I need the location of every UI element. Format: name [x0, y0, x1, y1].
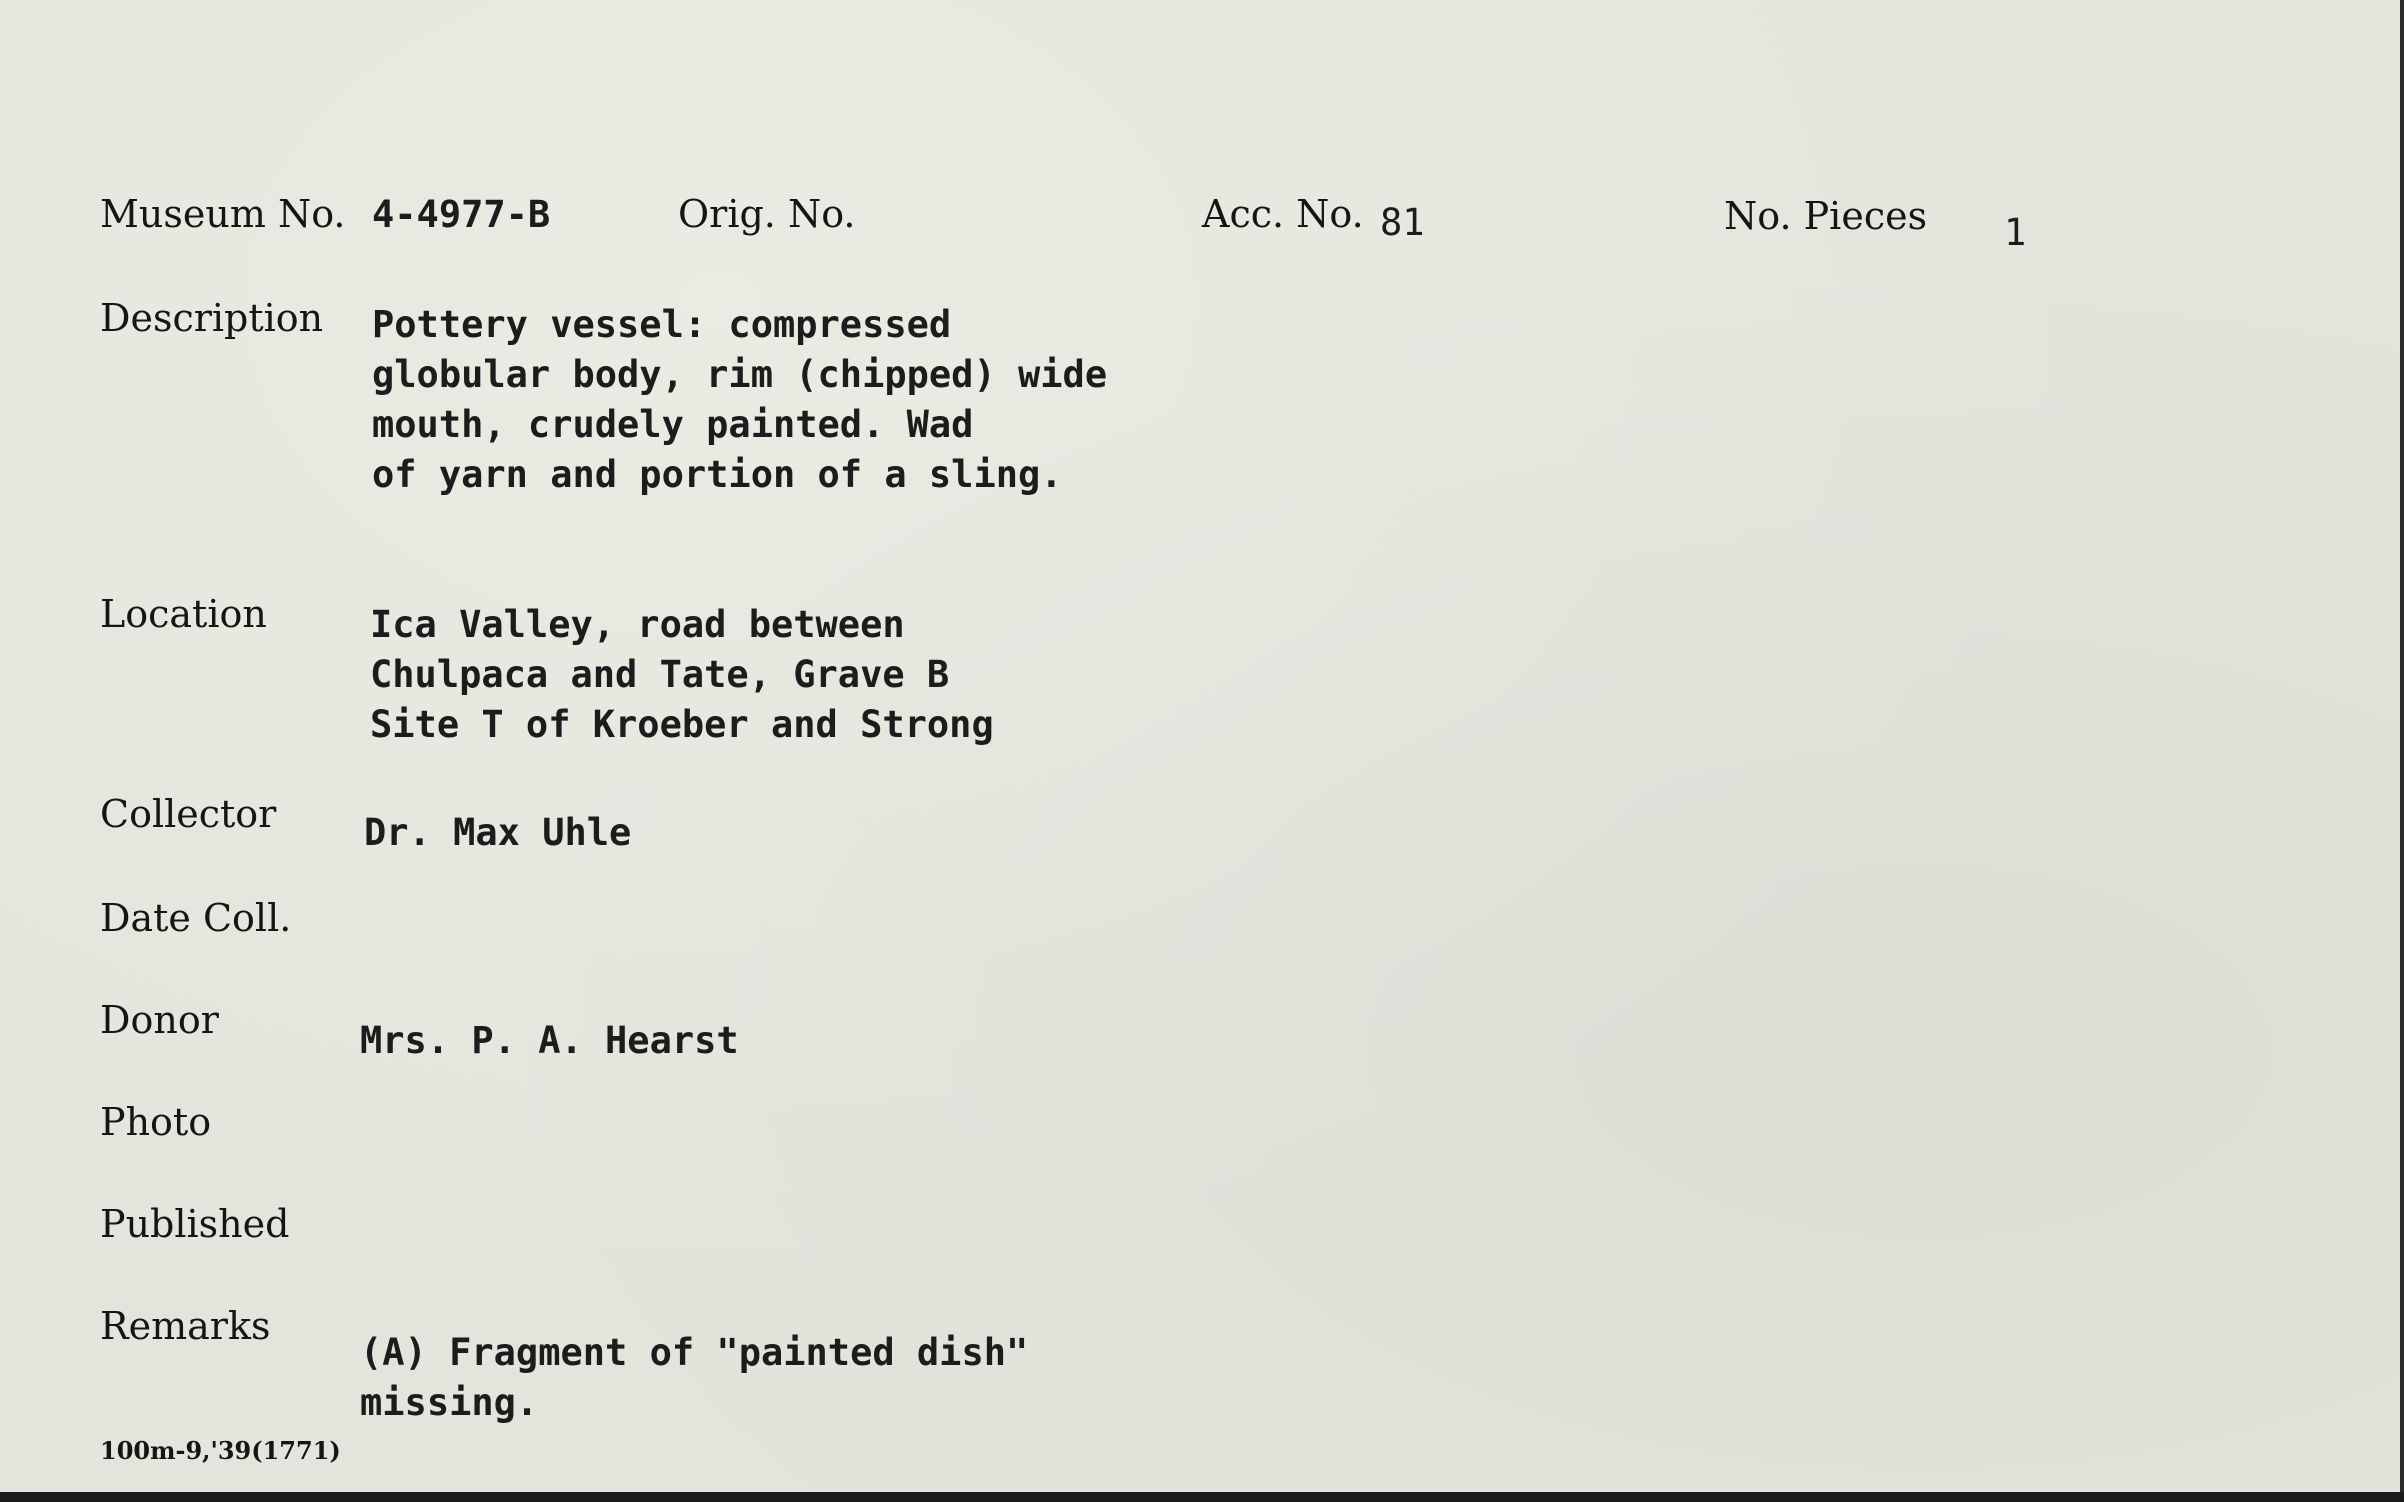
date-coll-label: Date Coll.: [100, 896, 292, 940]
no-pieces-value: 1: [2004, 211, 2027, 254]
description-line: Pottery vessel: compressed: [372, 303, 952, 346]
orig-no-label: Orig. No.: [678, 192, 856, 236]
collector-value: Dr. Max Uhle: [364, 811, 632, 854]
description-line: of yarn and portion of a sling.: [372, 453, 1063, 496]
description-line: mouth, crudely painted. Wad: [372, 403, 974, 446]
location-text: [370, 600, 994, 750]
remarks-text: [360, 1328, 1028, 1428]
card-edge-bottom: [0, 1492, 2404, 1502]
description-line: globular body, rim (chipped) wide: [372, 353, 1108, 396]
donor-label: Donor: [100, 998, 219, 1042]
description-text: [372, 300, 1107, 500]
location-line: Site T of Kroeber and Strong: [370, 703, 994, 746]
photo-label: Photo: [100, 1100, 212, 1144]
card-edge-right: [2400, 0, 2404, 1502]
no-pieces-label: No. Pieces: [1724, 194, 1928, 238]
donor-value: Mrs. P. A. Hearst: [360, 1019, 739, 1062]
museum-no-label: Museum No.: [100, 192, 346, 236]
remarks-line: missing.: [360, 1381, 539, 1424]
published-label: Published: [100, 1202, 290, 1246]
acc-no-label: Acc. No.: [1202, 192, 1364, 236]
remarks-line: (A) Fragment of "painted dish": [360, 1331, 1029, 1374]
form-code: 100m-9,'39(1771): [100, 1436, 341, 1465]
museum-no-value: 4-4977-B: [372, 193, 551, 236]
location-label: Location: [100, 592, 267, 636]
acc-no-value: 81: [1380, 201, 1425, 244]
location-line: Chulpaca and Tate, Grave B: [370, 653, 950, 696]
collector-label: Collector: [100, 792, 277, 836]
remarks-label: Remarks: [100, 1304, 271, 1348]
description-label: Description: [100, 296, 324, 340]
location-line: Ica Valley, road between: [370, 603, 905, 646]
